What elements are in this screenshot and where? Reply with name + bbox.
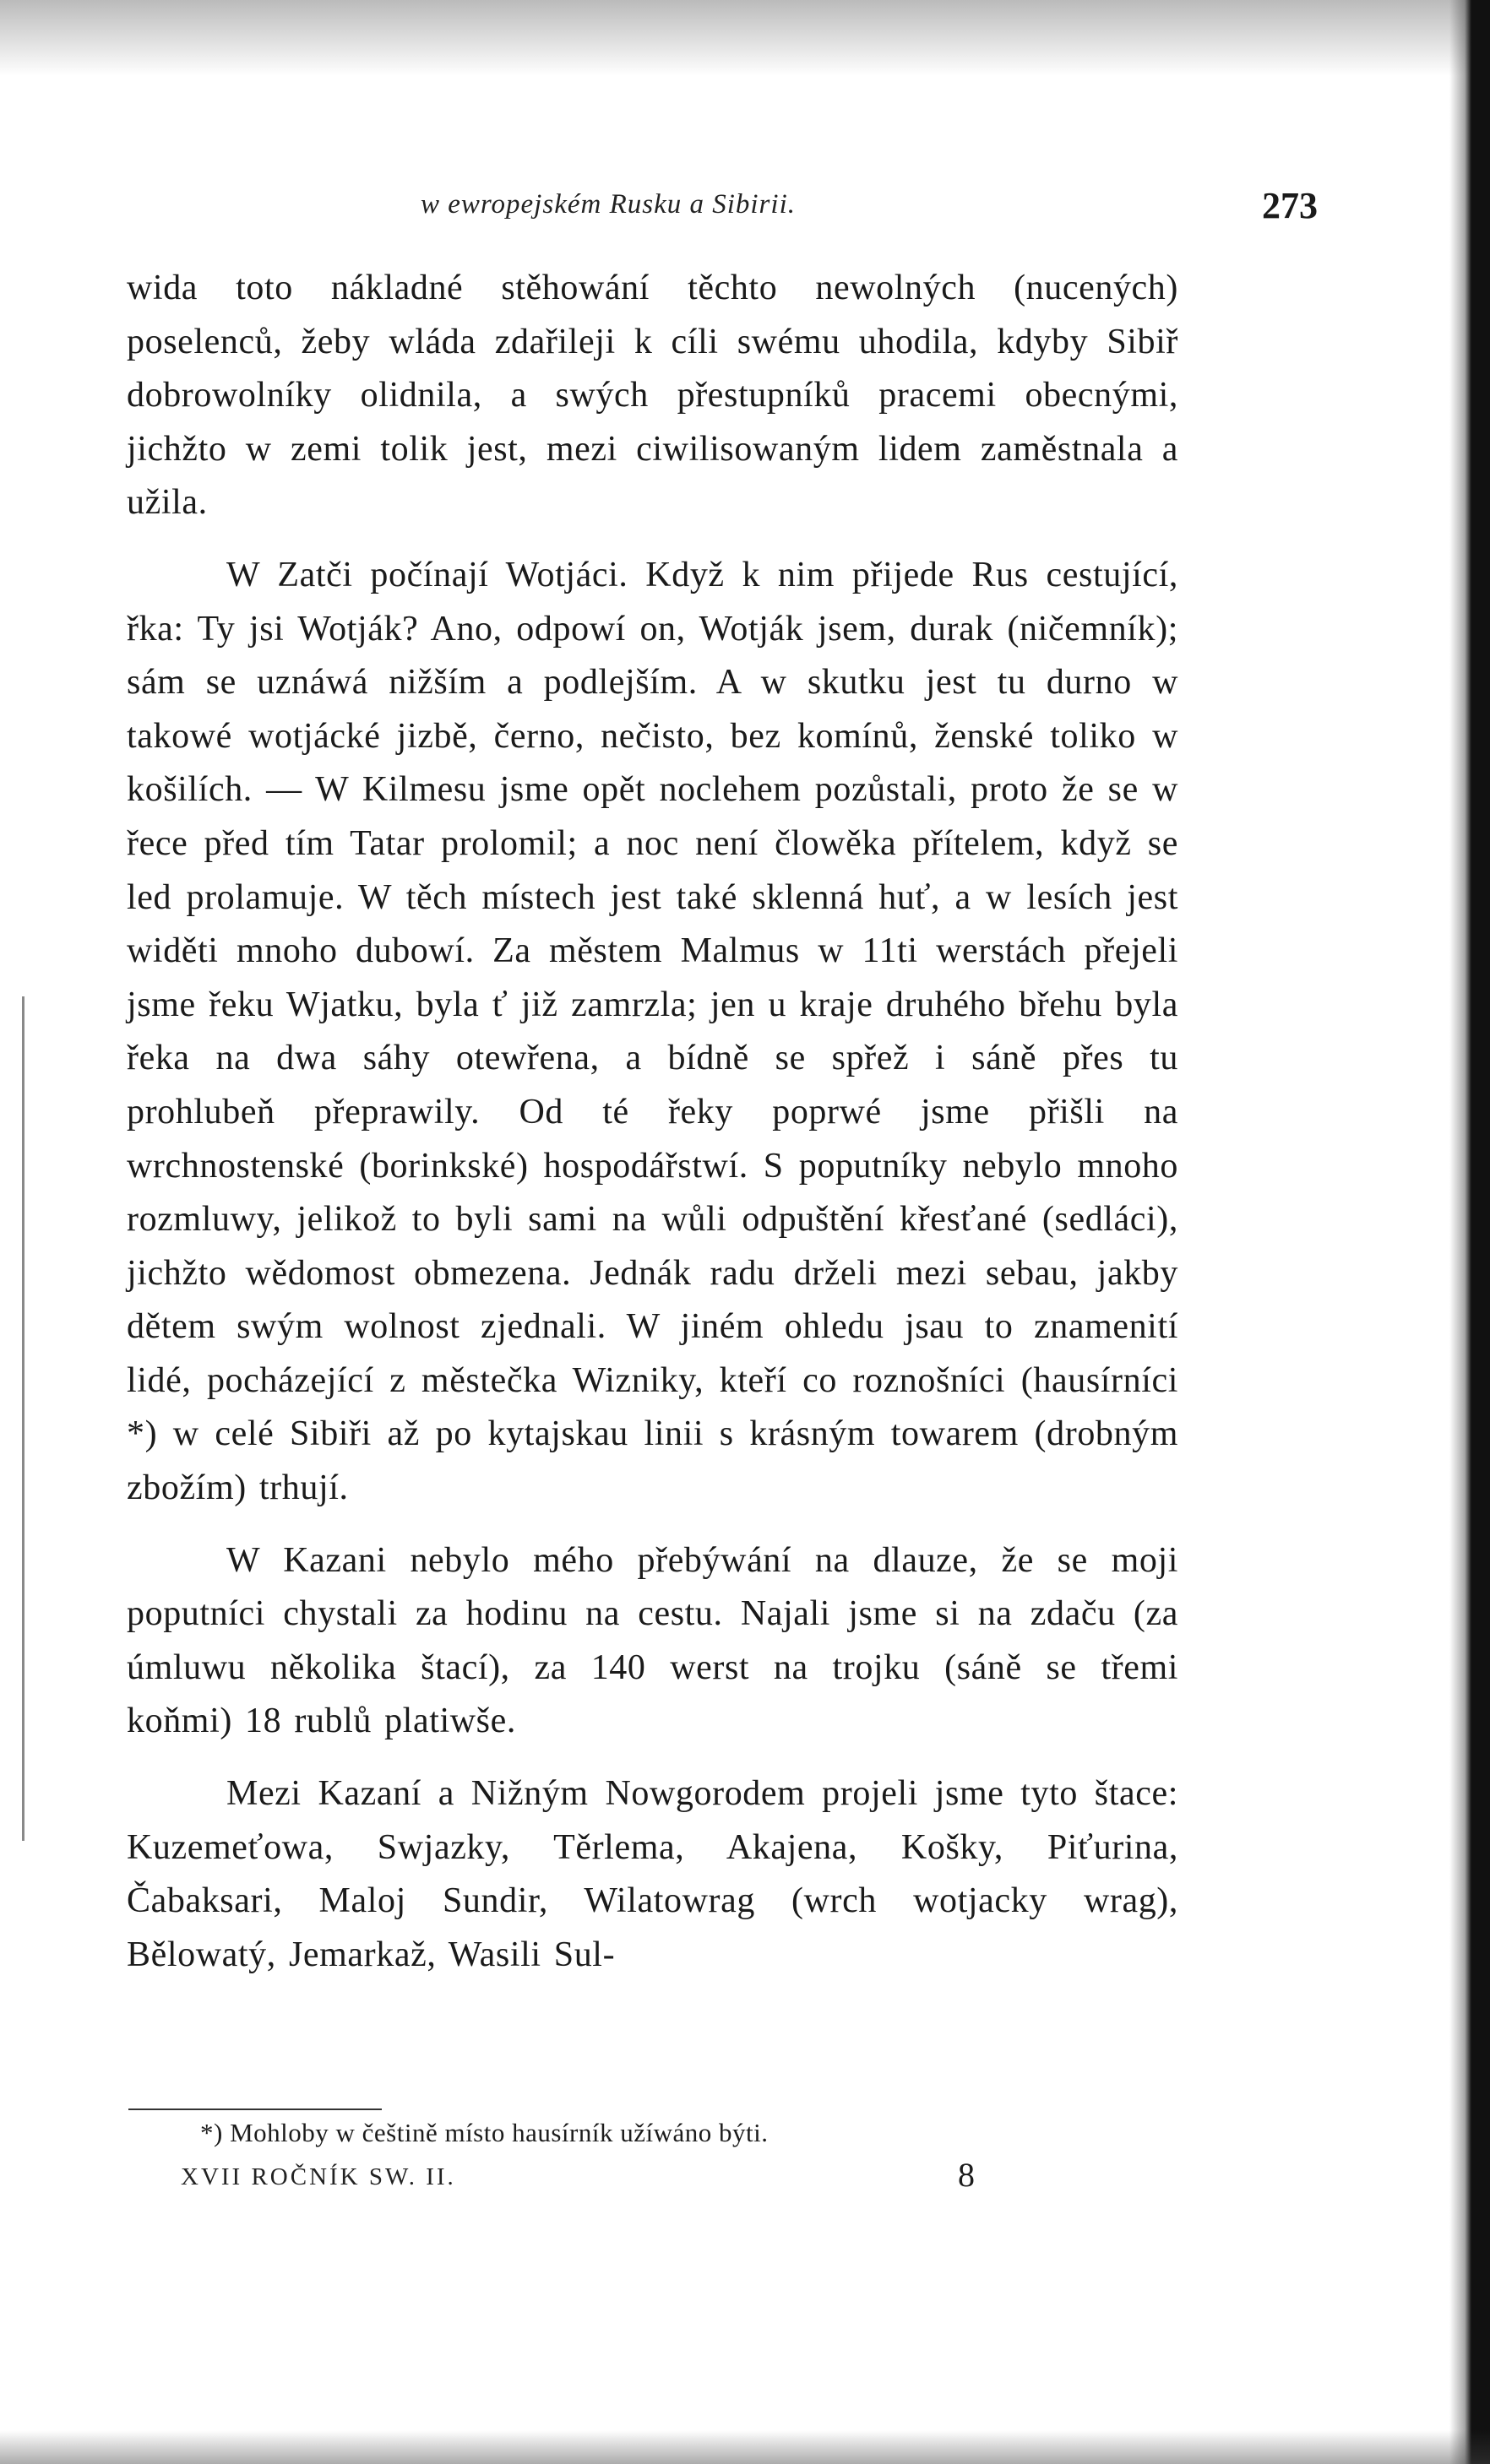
page-number: 273 xyxy=(1262,185,1318,226)
paragraph-4: Mezi Kazaní a Nižným Nowgorodem projeli jsme tyto štace: Kuzemeťowa, Swjazky, Těrlema, Akajena, Košky, Piťurina, Čabaksari, Maloj Sundir, Wilatowrag (wrch wotjacky wrag), Bělowatý, Jemarkaž, Wasili Sul- xyxy=(127,1774,1178,1974)
body-text xyxy=(127,262,1178,1982)
scan-edge-mark-left xyxy=(22,996,24,1841)
printer-signature: XVII ROČNÍK SW. II. xyxy=(181,2163,456,2190)
scan-edge-shadow-bottom xyxy=(0,2430,1490,2464)
sheet-number: 8 xyxy=(958,2156,975,2194)
running-head xyxy=(127,184,1318,235)
paragraph-2: W Zatči počínají Wotjáci. Když k nim přijede Rus cestující, řka: Ty jsi Wotják? Ano, odpowí on, Wotják jsem, durak (ničemník); sám se uznáwá nižším a podlejším. A w skutku jest tu durno w takowé wotjácké jizbě, černo, nečisto, bez komínů, ženské toliko w košilích. — W Kilmesu jsme opět noclehem pozůstali, proto že se w řece před tím Tatar prolomil; a noc není člowěka přítelem, když se led prolamuje. W těch místech jest také sklenná huť, a w lesích jest widěti mnoho dubowí. Za městem Malmus w 11ti werstách přejeli jsme řeku Wjatku, byla ť již zamrzla; jen u kraje druhého břehu byla řeka na dwa sáhy otewřena, a bídně se spřež i sáně přes tu prohlubeň přeprawily. Od té řeky poprwé jsme přišli na wrchnostenské (borinkské) hospodářstwí. S poputníky nebylo mnoho rozmluwy, jelikož to byli sami na wůli odpuštění křesťané (sedláci), jichžto wědomost obmezena. Jednák radu drželi mezi sebau, jakby dětem swým wolnost zjednali. W jiném ohledu jsau to znamenití lidé, pocházející z městečka Wizniky, kteří co roznošníci (hausírníci *) w celé Sibiři až po kytajskau linii s krásným towarem (drobným zbožím) trhují. xyxy=(127,555,1178,1508)
scan-edge-shadow-right xyxy=(1449,0,1490,2464)
footnote-divider xyxy=(128,2109,382,2110)
running-title: w ewropejském Rusku a Sibirii. xyxy=(421,189,796,220)
footnote: *) Mohloby w češtině místo hausírník užíwáno býti. xyxy=(200,2118,769,2147)
paragraph-3: W Kazani nebylo mého přebýwání na dlauze, že se moji poputníci chystali za hodinu na cestu. Najali jsme si na zdaču (za úmluwu několika štací), za 140 werst na trojku (sáně se třemi koňmi) 18 rublů platiwše. xyxy=(127,1540,1178,1741)
scan-edge-shadow-top xyxy=(0,0,1490,76)
paragraph-1: wida toto nákladné stěhowání těchto newolných (nucených) poselenců, žeby wláda zdařileji k cíli swému uhodila, kdyby Sibiř dobrowolníky olidnila, a swých přestupníků pracemi obecnými, jichžto w zemi tolik jest, mezi ciwilisowaným lidem zaměstnala a užila. xyxy=(127,269,1178,523)
